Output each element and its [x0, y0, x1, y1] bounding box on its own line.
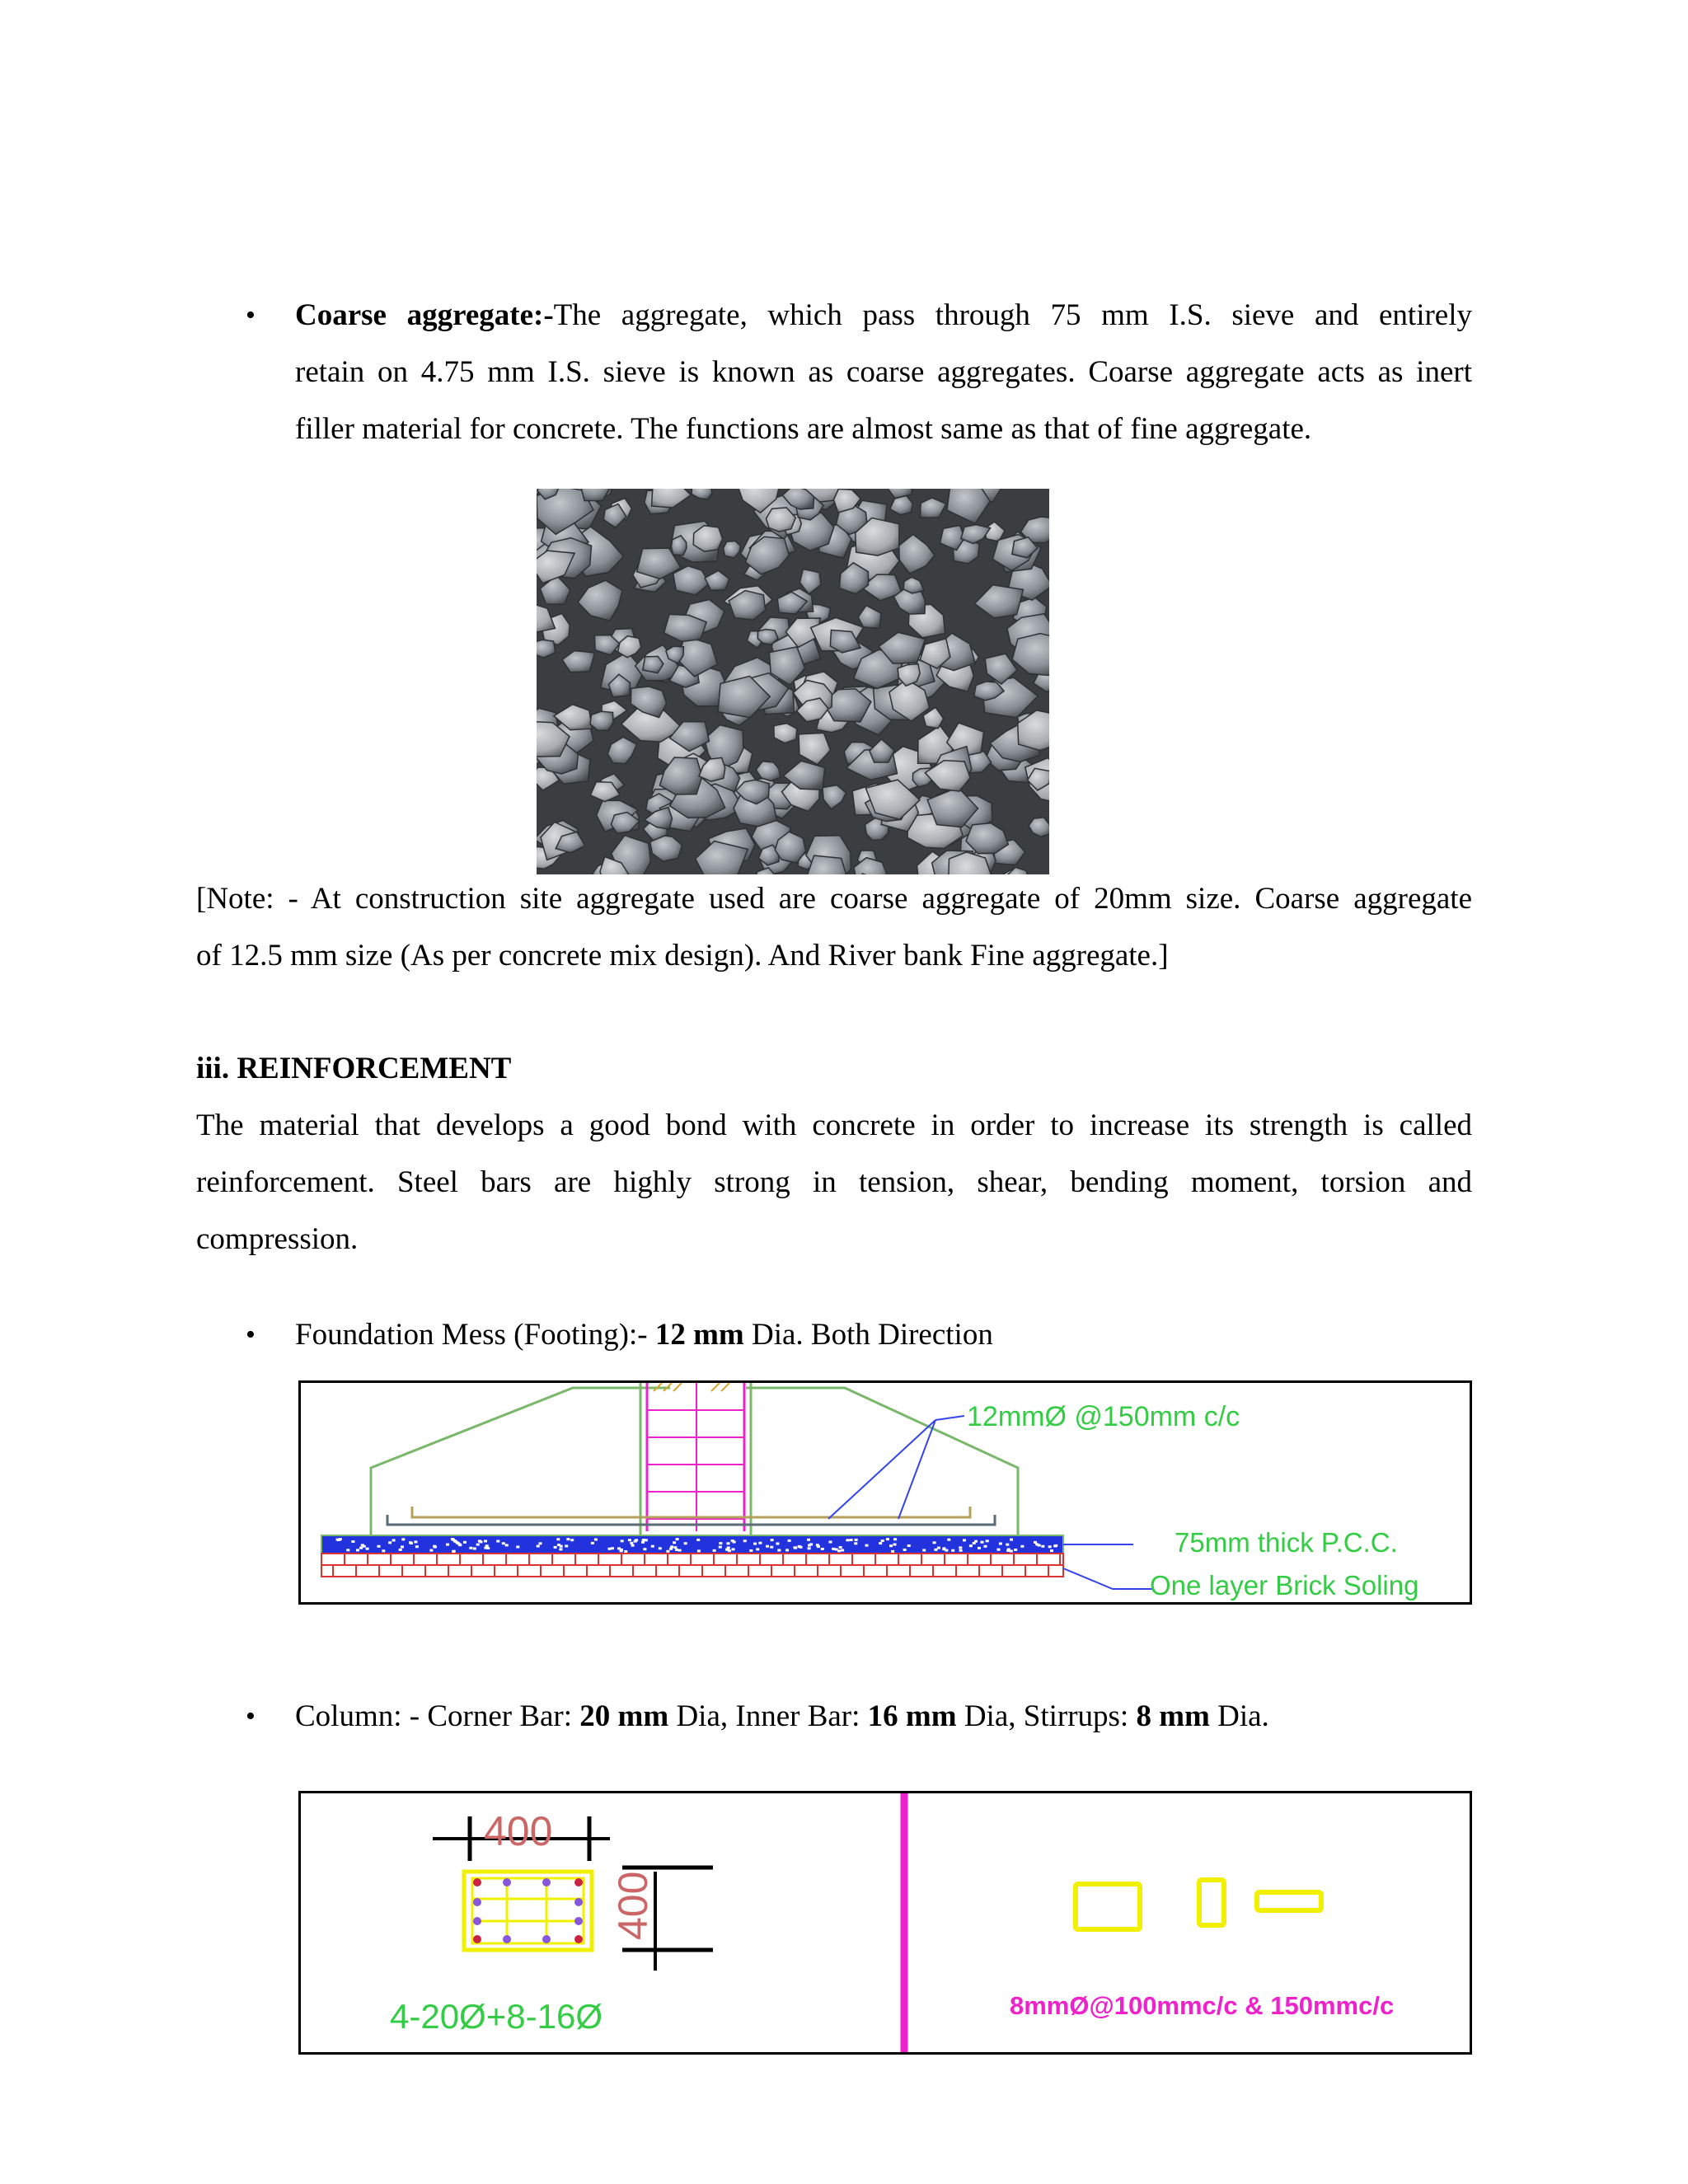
pcc-dot [651, 1545, 654, 1548]
pcc-dot [959, 1546, 962, 1549]
pcc-dot [624, 1550, 627, 1553]
pcc-dot [684, 1542, 687, 1544]
pcc-dot [743, 1540, 747, 1542]
pcc-dot [429, 1549, 433, 1552]
soling-label: One layer Brick Soling [1150, 1570, 1419, 1601]
pcc-dot [643, 1548, 646, 1550]
reinforcement-line-1: The material that develops a good bond with concrete in order to increase its strength is called [196, 1108, 1472, 1142]
width-dimension-label: 400 [484, 1808, 553, 1854]
pcc-dot [986, 1540, 989, 1542]
pcc-dot [841, 1549, 844, 1552]
pcc-dot [719, 1546, 722, 1549]
pcc-dot [458, 1543, 462, 1545]
pcc-dot [463, 1541, 467, 1544]
pcc-dot [1038, 1544, 1041, 1547]
pcc-dot [554, 1546, 557, 1549]
pcc-dot [556, 1538, 560, 1540]
pcc-dot [756, 1548, 759, 1550]
pcc-dot [434, 1546, 437, 1549]
bars-label: 4-20Ø+8-16Ø [390, 1997, 603, 2036]
column-diagram [298, 1791, 1472, 2055]
pcc-dot [854, 1542, 857, 1544]
pcc-dot [829, 1541, 832, 1544]
bullet: • [246, 300, 256, 330]
pcc-label: 75mm thick P.C.C. [1175, 1527, 1398, 1558]
pcc-dot [907, 1544, 911, 1547]
pcc-dot [666, 1550, 669, 1553]
pcc-dot [889, 1544, 893, 1547]
pcc-dot [570, 1539, 574, 1541]
pcc-dot [351, 1540, 354, 1543]
pcc-dot [978, 1547, 981, 1549]
pcc-dot [1054, 1544, 1057, 1547]
pcc-dot [401, 1538, 405, 1540]
stirrup-square [1076, 1884, 1140, 1929]
pcc-dot [539, 1542, 542, 1544]
pcc-dot [635, 1539, 638, 1541]
pcc-dot [1010, 1550, 1013, 1553]
pcc-dot [981, 1541, 984, 1544]
bullet: • [246, 1319, 256, 1350]
pcc-dot [486, 1547, 490, 1549]
pcc-dot [496, 1540, 499, 1543]
pcc-dot [886, 1538, 889, 1540]
pcc-dot [446, 1544, 449, 1546]
pcc-dot [881, 1540, 884, 1542]
column-section [464, 1872, 592, 1950]
pcc-dot [933, 1541, 936, 1544]
coarse-line-3: filler material for concrete. The functions are almost same as that of fine aggregate. [295, 412, 1312, 446]
stirrup-flat [1257, 1892, 1321, 1910]
pcc-dot [502, 1542, 505, 1544]
pcc-dot [359, 1547, 363, 1549]
pcc-dot [749, 1549, 753, 1552]
pcc-dot [785, 1549, 789, 1551]
pcc-dot [855, 1539, 858, 1541]
stirrup-narrow [1199, 1880, 1224, 1925]
pcc-dot [1048, 1545, 1052, 1548]
pcc-dot [974, 1540, 978, 1543]
pcc-dot [893, 1538, 897, 1540]
pcc-dot [676, 1538, 679, 1540]
pcc-dot [566, 1538, 570, 1540]
pcc-dot [732, 1548, 735, 1550]
reinforcement-heading: iii. REINFORCEMENT [196, 1052, 512, 1085]
pcc-dot [1006, 1549, 1010, 1552]
pcc-dot [942, 1548, 945, 1550]
coarse-title: Coarse aggregate:- [295, 298, 554, 332]
pcc-dot [713, 1549, 716, 1552]
pcc-dot [611, 1547, 614, 1549]
pcc-dot [620, 1549, 623, 1552]
height-dimension-label: 400 [610, 1871, 656, 1940]
pcc-dot [951, 1549, 954, 1552]
pcc-dot [516, 1546, 519, 1549]
pcc-dot [893, 1544, 897, 1546]
pcc-dot [452, 1550, 455, 1553]
pcc-dot [591, 1542, 594, 1544]
stone [693, 526, 722, 552]
pcc-dot [770, 1546, 773, 1549]
coarse-aggregate-photo [537, 489, 1049, 874]
pcc-dot [628, 1539, 631, 1541]
pcc-dot [697, 1549, 701, 1552]
pcc-dot [794, 1546, 797, 1549]
pcc-dot [753, 1543, 757, 1545]
pcc-dot [817, 1545, 820, 1548]
pcc-dot [377, 1545, 381, 1548]
pcc-dot [557, 1544, 560, 1546]
pcc-dot [963, 1539, 966, 1541]
pcc-dot [839, 1546, 842, 1549]
pcc-dot [356, 1549, 359, 1551]
pcc-dot [363, 1545, 366, 1548]
bullet: • [246, 1701, 256, 1732]
foundation-line: Foundation Mess (Footing):- 12 mm Dia. Both Direction [295, 1318, 993, 1352]
pcc-dot [777, 1549, 781, 1552]
pcc-dot [1020, 1545, 1024, 1548]
pcc-dot [832, 1548, 835, 1550]
pcc-dot [476, 1544, 480, 1546]
pcc-dot [846, 1539, 849, 1541]
pcc-dot [727, 1547, 730, 1549]
pcc-dot [617, 1547, 621, 1549]
pcc-dot [631, 1544, 635, 1547]
pcc-dot [1014, 1549, 1017, 1551]
pcc-dot [630, 1542, 633, 1544]
note-line-1: [Note: - At construction site aggregate used are coarse aggregate of 20mm size. Coarse aggregate [196, 882, 1472, 916]
pcc-dot [937, 1547, 940, 1549]
pcc-dot [758, 1542, 762, 1544]
pcc-dot [808, 1544, 811, 1547]
pcc-dot [837, 1549, 841, 1552]
pcc-dot [337, 1539, 340, 1541]
pcc-dot [659, 1547, 662, 1549]
reinforcement-line-2: reinforcement. Steel bars are highly strong in tension, shear, bending moment, torsion and [196, 1165, 1472, 1199]
column-line: Column: - Corner Bar: 20 mm Dia, Inner Bar: 16 mm Dia, Stirrups: 8 mm Dia. [295, 1699, 1269, 1733]
pcc-dot [478, 1540, 481, 1542]
pcc-dot [537, 1545, 540, 1548]
pcc-dot [401, 1545, 404, 1548]
pcc-dot [922, 1549, 926, 1552]
pcc-dot [696, 1539, 700, 1541]
pcc-dot [473, 1548, 476, 1550]
pcc-dot [799, 1546, 803, 1549]
pcc-dot [505, 1544, 509, 1546]
pcc-dot [565, 1544, 568, 1547]
pcc-dot [414, 1540, 417, 1543]
pcc-dot [399, 1549, 402, 1551]
pcc-dot [821, 1548, 824, 1550]
pcc-dot [771, 1539, 774, 1541]
pcc-dot [984, 1545, 987, 1548]
pcc-dot [621, 1540, 624, 1542]
pcc-dot [645, 1539, 648, 1541]
pcc-dot [675, 1549, 678, 1551]
pcc-dot [608, 1548, 612, 1550]
pcc-dot [969, 1544, 973, 1547]
rebar-label: 12mmØ @150mm c/c [967, 1401, 1240, 1432]
coarse-line-1: Coarse aggregate:-The aggregate, which pass through 75 mm I.S. sieve and entirely [295, 298, 1472, 332]
pcc-dot [1041, 1545, 1044, 1548]
pcc-dot [727, 1542, 730, 1544]
note-line-2: of 12.5 mm size (As per concrete mix design). And River bank Fine aggregate.] [196, 939, 1169, 972]
pcc-dot [788, 1540, 791, 1542]
pcc-dot [559, 1548, 562, 1550]
pcc-dot [469, 1547, 472, 1549]
reinforcement-line-3: compression. [196, 1222, 359, 1256]
pcc-dot [484, 1540, 487, 1542]
pcc-dot [670, 1545, 673, 1548]
pcc-dot [903, 1549, 907, 1551]
pcc-dot [719, 1542, 722, 1544]
pcc-dot [891, 1550, 894, 1553]
pcc-dot [879, 1542, 882, 1544]
pcc-dot [392, 1539, 396, 1541]
coarse-line-2: retain on 4.75 mm I.S. sieve is known as coarse aggregates. Coarse aggregate acts as inert [295, 355, 1472, 389]
pcc-dot [766, 1545, 769, 1548]
pcc-dot [1010, 1539, 1013, 1541]
pcc-dot [382, 1549, 385, 1552]
pcc-dot [959, 1549, 963, 1552]
pcc-dot [1050, 1549, 1053, 1552]
pcc-dot [388, 1541, 392, 1544]
stone [590, 711, 613, 730]
stirrup-label: 8mmØ@100mmc/c & 150mmc/c [1010, 1991, 1395, 2020]
pcc-dot [410, 1542, 413, 1544]
pcc-dot [641, 1541, 645, 1544]
pcc-dot [678, 1549, 682, 1552]
pcc-dot [415, 1545, 419, 1548]
pcc-dot [776, 1543, 779, 1545]
pcc-dot [1006, 1544, 1009, 1546]
pcc-dot [835, 1549, 838, 1551]
pcc-dot [865, 1544, 869, 1547]
pcc-dot [673, 1546, 677, 1549]
pcc-dot [594, 1539, 598, 1541]
pcc-dot [733, 1541, 736, 1544]
pcc-dot [850, 1539, 853, 1541]
pcc-dot [997, 1549, 1001, 1551]
pcc-dot [947, 1539, 950, 1541]
pcc-dot [808, 1547, 811, 1549]
pcc-dot [673, 1541, 676, 1544]
footing-diagram [298, 1380, 1472, 1605]
footing-outline [371, 1388, 670, 1535]
pcc-dot [366, 1548, 369, 1550]
pcc-dot [807, 1539, 810, 1541]
pcc-dot [999, 1543, 1002, 1545]
pcc-dot [346, 1549, 349, 1551]
